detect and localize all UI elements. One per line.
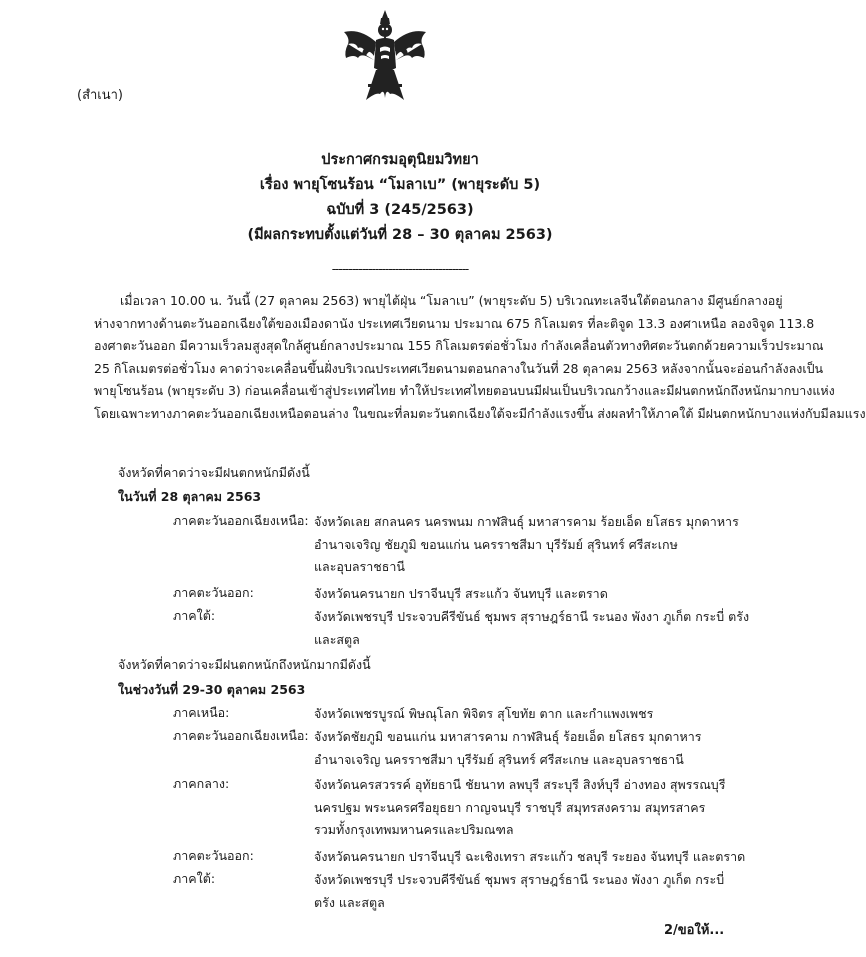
section-intro: จังหวัดที่คาดว่าจะมีฝนตกหนักถึงหนักมากมีดังนี้ [118,657,371,672]
province-line: ตรัง และสตูล [314,894,385,910]
header-line-3: ฉบับที่ 3 (245/2563) [326,202,474,218]
region-name: ภาคตะวันออกเฉียงเหนือ: [173,513,309,528]
province-line: และสตูล [314,631,360,647]
province-line: อำนาจเจริญ ชัยภูมิ ขอนแก่น นครราชสีมา บุรีรัมย์ สุรินทร์ ศรีสะเกษ [314,536,678,552]
region-provinces [314,511,739,579]
province-line: จังหวัดชัยภูมิ ขอนแก่น มหาสารคาม กาฬสินธุ์ ร้อยเอ็ด ยโสธร มุกดาหาร [314,729,702,744]
province-line: และอุบลราชธานี [314,559,405,574]
province-line: จังหวัดเพชรบุรี ประจวบคีรีขันธ์ ชุมพร สุราษฎร์ธานี ระนอง พังงา ภูเก็ต กระบี่ [314,872,725,887]
province-line: รวมทั้งกรุงเทพมหานครและปริมณฑล [314,822,514,837]
region-name: ภาคกลาง: [173,776,230,791]
header-line-1: ประกาศกรมอุตุนิยมวิทยา [321,152,479,168]
garuda-emblem [340,8,430,103]
section-intro: จังหวัดที่คาดว่าจะมีฝนตกหนักมีดังนี้ [118,465,310,480]
region-provinces [314,583,734,606]
region-name: ภาคตะวันออก: [173,848,254,863]
region-provinces [314,726,734,771]
region-name: ภาคเหนือ: [173,705,230,720]
province-line: อำนาจเจริญ นครราชสีมา บุรีรัมย์ สุรินทร์ ศรีสะเกษ และอุบลราชธานี [314,751,684,767]
province-line: จังหวัดเพชรบุรี ประจวบคีรีขันธ์ ชุมพร สุราษฎร์ธานี ระนอง พังงา ภูเก็ต กระบี่ ตรัง [314,609,750,624]
page-continuation: 2/ขอให้... [664,923,725,938]
copy-mark: (สำเนา) [77,88,124,103]
region-name: ภาคใต้: [173,871,216,886]
region-name: ภาคตะวันออกเฉียงเหนือ: [173,728,309,743]
region-provinces [314,774,734,842]
province-line: จังหวัดนครนายก ปราจีนบุรี สระแก้ว จันทบุรี และตราด [314,586,608,601]
body-line: โดยเฉพาะทางภาคตะวันออกเฉียงเหนือตอนล่าง ในขณะที่ลมตะวันตกเฉียงใต้จะมีกำลังแรงขึ้น ส่งผลทำให้ภาคใต้ มีฝนตกหนักบางแห่งกับมีลมแรง [94,405,866,421]
province-line: นครปฐม พระนครศรีอยุธยา กาญจนบุรี ราชบุรี สมุทรสงคราม สมุทรสาคร [314,799,706,815]
region-name: ภาคตะวันออก: [173,585,254,600]
region-provinces [314,606,750,651]
province-line: จังหวัดนครนายก ปราจีนบุรี ฉะเชิงเทรา สระแก้ว ชลบุรี ระยอง จันทบุรี และตราด [314,849,746,864]
header-line-2: เรื่อง พายุโซนร้อน “โมลาเบ” (พายุระดับ 5) [259,177,541,193]
body-line: พายุโซนร้อน (พายุระดับ 3) ก่อนเคลื่อนเข้าสู่ประเทศไทย ทำให้ประเทศไทยตอนบนมีฝนเป็นบริเวณกว้างและมีฝนตกหนักถึงหนักมากบางแห่ง [94,383,835,398]
region-provinces [314,703,734,726]
body-line: องศาตะวันออก มีความเร็วลมสูงสุดใกล้ศูนย์กลางประมาณ 155 กิโลเมตรต่อชั่วโมง กำลังเคลื่อนตัวทางทิศตะวันตกด้วยความเร็วประมาณ [94,338,824,353]
body-line: เมื่อเวลา 10.00 น. วันนี้ (27 ตุลาคม 2563) พายุไต้ฝุ่น “โมลาเบ” (พายุระดับ 5) บริเวณทะเลจีนใต้ตอนกลาง มีศูนย์กลางอยู่ [120,293,783,308]
section-date: ในช่วงวันที่ 29-30 ตุลาคม 2563 [118,682,306,697]
region-provinces [314,846,746,869]
section-date: ในวันที่ 28 ตุลาคม 2563 [118,489,262,504]
region-provinces [314,869,734,914]
body-line: 25 กิโลเมตรต่อชั่วโมง คาดว่าจะเคลื่อนขึ้นฝั่งบริเวณประเทศเวียดนามตอนกลางในวันที่ 28 ตุลาคม 2563 หลังจากนั้นจะอ่อนกำลังลงเป็น [94,360,824,376]
announcement-header [0,148,800,248]
body-line: ห่างจากทางด้านตะวันออกเฉียงใต้ของเมืองดานัง ประเทศเวียดนาม ประมาณ 675 กิโลเมตร ที่ละติจูด 13.3 องศาเหนือ ลองจิจูด 113.8 [94,315,815,331]
divider: ----------------------------------------- [331,262,469,276]
province-line: จังหวัดเลย สกลนคร นครพนม กาฬสินธุ์ มหาสารคาม ร้อยเอ็ด ยโสธร มุกดาหาร [314,514,739,529]
body-paragraph [94,290,866,425]
header-line-4: (มีผลกระทบตั้งแต่วันที่ 28 – 30 ตุลาคม 2563) [247,227,553,243]
province-line: จังหวัดนครสวรรค์ อุทัยธานี ชัยนาท ลพบุรี สระบุรี สิงห์บุรี อ่างทอง สุพรรณบุรี [314,777,726,792]
province-line: จังหวัดเพชรบูรณ์ พิษณุโลก พิจิตร สุโขทัย ตาก และกำแพงเพชร [314,706,654,721]
region-name: ภาคใต้: [173,608,216,623]
